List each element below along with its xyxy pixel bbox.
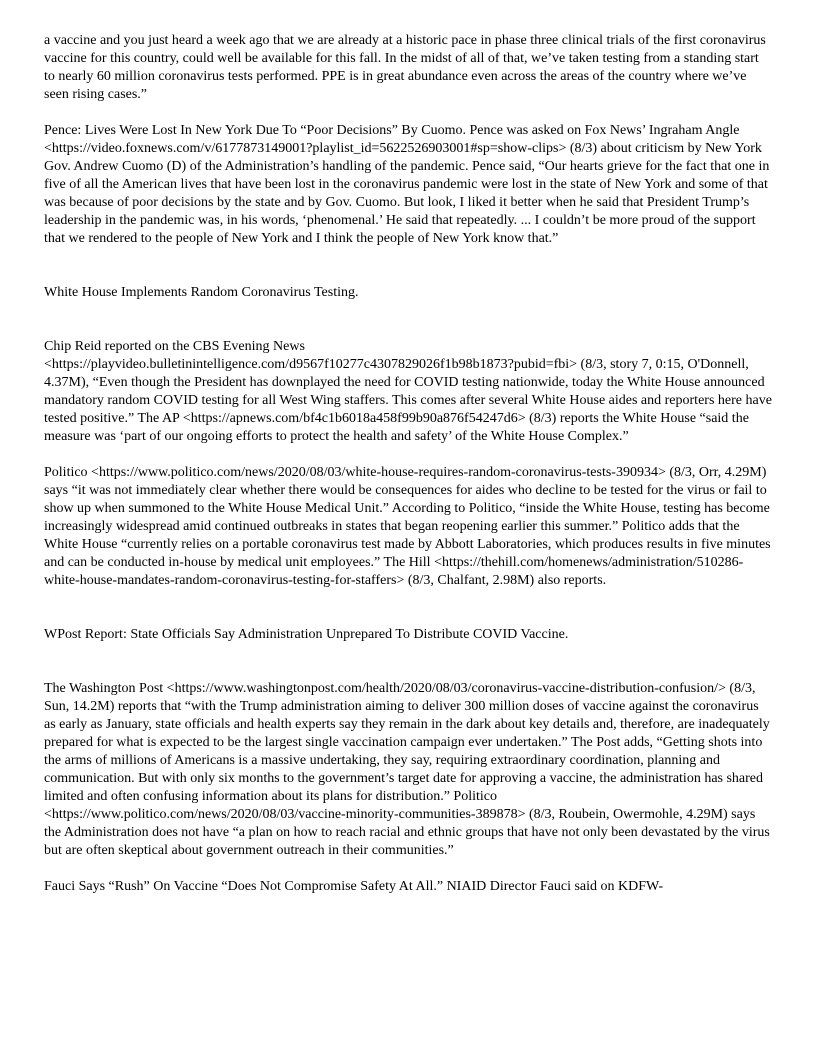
paragraph-testing-continuation: a vaccine and you just heard a week ago that we are already at a historic pace in phase three clinical trials of the first coronavirus vaccine for this country, could well be available for this fall. In the midst of all of that, we’ve taken testing from a standing start to nearly 60 million coronavirus tests performed. PPE is in great abundance even across the areas of the country where we’ve seen rising cases.”	[44, 33, 766, 102]
paragraph-cbs-ap-testing: Chip Reid reported on the CBS Evening News <https://playvideo.bulletinintelligence.com/d9567f10277c4307829026f1b98b1873?pubid=fbi> (8/3, story 7, 0:15, O'Donnell, 4.37M), “Even though the President has downplayed the need for COVID testing nationwide, today the White House announced mandatory random COVID testing for all West Wing staffers. This comes after several White House aides and reporters here have tested positive.” The AP <https://apnews.com/bf4c1b6018a458f99b90a876f54247d6> (8/3) reports the White House “said the measure was ‘part of our ongoing efforts to protect the health and safety’ of the White House Complex.”	[44, 339, 772, 444]
paragraph-fauci-vaccine-safety: Fauci Says “Rush” On Vaccine “Does Not Compromise Safety At All.” NIAID Director Fauci said on KDFW-	[44, 879, 664, 894]
heading-wpost-vaccine-distribution: WPost Report: State Officials Say Administration Unprepared To Distribute COVID Vaccine.	[44, 627, 569, 642]
paragraph-pence-cuomo: Pence: Lives Were Lost In New York Due To “Poor Decisions” By Cuomo. Pence was asked on Fox News’ Ingraham Angle <https://video.foxnews.com/v/6177873149001?playlist_id=5622526903001#sp=show-clips> (8/3) about criticism by New York Gov. Andrew Cuomo (D) of the Administration’s handling of the pandemic. Pence said, “Our hearts grieve for the fact that one in five of all the American lives that have been lost in the coronavirus pandemic were lost in the state of New York and some of that was because of poor decisions by the state and by Gov. Cuomo. But look, I liked it better when he said that President Trump’s leadership in the pandemic was, in his words, ‘phenomenal.’ He said that repeatedly. ... I couldn’t be more proud of the support that we rendered to the people of New York and I think the people of New York know that.”	[44, 123, 770, 246]
heading-white-house-random-testing: White House Implements Random Coronavirus Testing.	[44, 285, 359, 300]
paragraph-politico-hill-testing: Politico <https://www.politico.com/news/2020/08/03/white-house-requires-random-coronavirus-tests-390934> (8/3, Orr, 4.29M) says “it was not immediately clear whether there would be consequences for aides who decline to be tested for the virus or fail to show up when summoned to the White House Medical Unit.” According to Politico, “inside the White House, testing has become increasingly widespread amid continued outbreaks in states that began reopening earlier this summer.” Politico adds that the White House “currently relies on a portable coronavirus test made by Abbott Laboratories, which produces results in five minutes and can be conducted in-house by medical unit employees.” The Hill <https://thehill.com/homenews/administration/510286-white-house-mandates-random-coronavirus-testing-for-staffers> (8/3, Chalfant, 2.98M) also reports.	[44, 465, 771, 588]
paragraph-wpost-politico-vaccine: The Washington Post <https://www.washingtonpost.com/health/2020/08/03/coronavirus-vaccine-distribution-confusion/> (8/3, Sun, 14.2M) reports that “with the Trump administration aiming to deliver 300 million doses of vaccine against the coronavirus as early as January, state officials and health experts say they remain in the dark about key details and, therefore, are inadequately prepared for what is expected to be the largest single vaccination campaign ever undertaken.” The Post adds, “Getting shots into the arms of millions of Americans is a massive undertaking, they say, requiring extraordinary coordination, planning and communication. But with only six months to the government’s target date for approving a vaccine, the administration has shared limited and often confusing information about its plans for distribution.” Politico <https://www.politico.com/news/2020/08/03/vaccine-minority-communities-389878> (8/3, Roubein, Owermohle, 4.29M) says the Administration does not have “a plan on how to reach racial and ethnic groups that have not only been devastated by the virus but are often skeptical about government outreach in their communities.”	[44, 681, 770, 858]
